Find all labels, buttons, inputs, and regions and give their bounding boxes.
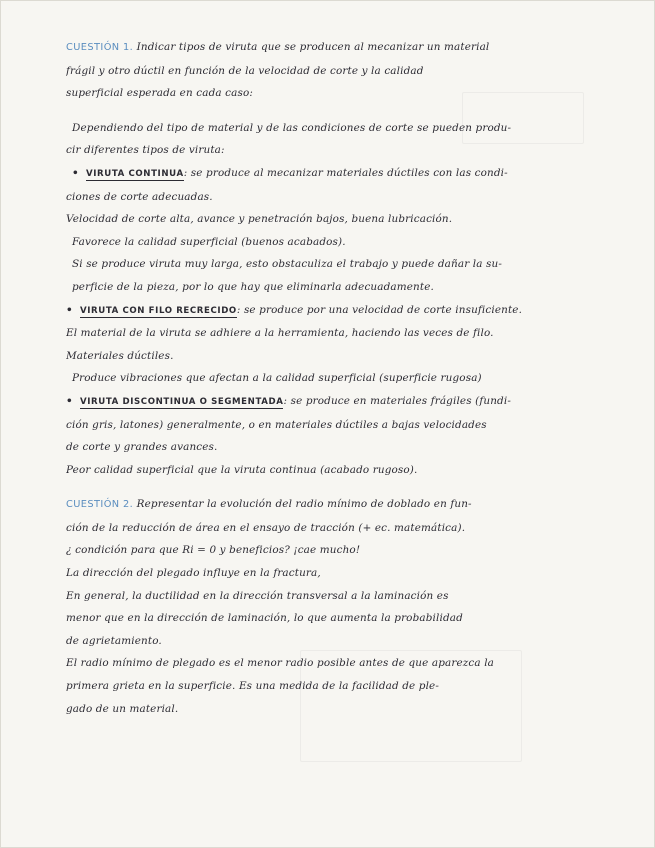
q2-heading: CUESTIÓN 2. — [66, 499, 134, 511]
recrecido-title-line — [66, 299, 590, 323]
continua-line: Favorece la calidad superficial (buenos acabados). — [72, 235, 346, 248]
continua-line: Velocidad de corte alta, avance y penetración bajos, buena lubricación. — [66, 213, 453, 226]
bullet-icon: • — [66, 303, 73, 316]
discontinua-definition: : se produce en materiales frágiles (fundi- — [283, 394, 511, 407]
q2-answer-line: menor que en la dirección de laminación, lo que aumenta la probabilidad — [66, 612, 463, 625]
q2-answer-line: primera grieta en la superficie. Es una medida de la facilidad de ple- — [66, 680, 440, 693]
q2-question-line: ¿ condición para que Ri = 0 y beneficios? ¡cae mucho! — [66, 544, 361, 557]
recrecido-term: VIRUTA CON FILO RECRECIDO — [80, 305, 237, 316]
continua-title-line — [66, 162, 590, 186]
discontinua-line: Peor calidad superficial que la viruta continua (acabado rugoso). — [66, 463, 418, 476]
recrecido-line: Produce vibraciones que afectan a la calidad superficial (superficie rugosa) — [72, 372, 482, 385]
handwritten-notes — [66, 36, 590, 720]
recrecido-line: Materiales dúctiles. — [66, 349, 174, 362]
q2-answer-line: La dirección del plegado influye en la fractura, — [66, 567, 321, 580]
discontinua-line: de corte y grandes avances. — [66, 441, 218, 454]
discontinua-line: ción gris, latones) generalmente, o en materiales dúctiles a bajas velocidades — [66, 418, 487, 431]
q1-question-text: Indicar tipos de viruta que se producen al mecanizar un material — [136, 41, 490, 53]
q1-question-line: superficial esperada en cada caso: — [66, 87, 254, 100]
q2-answer-line: gado de un material. — [66, 702, 179, 715]
continua-line: Si se produce viruta muy larga, esto obstaculiza el trabajo y puede dañar la su- — [72, 258, 503, 271]
q1-question-line: frágil y otro dúctil en función de la velocidad de corte y la calidad — [66, 64, 424, 77]
continua-line: perficie de la pieza, por lo que hay que eliminarla adecuadamente. — [72, 280, 434, 293]
q2-answer-line: En general, la ductilidad en la dirección transversal a la laminación es — [66, 589, 449, 602]
bullet-icon: • — [72, 166, 79, 179]
discontinua-title-line — [66, 390, 590, 414]
continua-term: VIRUTA CONTINUA — [86, 168, 184, 179]
continua-line: ciones de corte adecuadas. — [66, 190, 213, 203]
q2-question-line: ción de la reducción de área en el ensayo de tracción (+ ec. matemática). — [66, 521, 466, 534]
q1-question-line — [66, 36, 590, 60]
discontinua-term: VIRUTA DISCONTINUA O SEGMENTADA — [80, 396, 284, 407]
recrecido-line: El material de la viruta se adhiere a la herramienta, haciendo las veces de filo. — [66, 327, 494, 340]
q2-answer-line: El radio mínimo de plegado es el menor radio posible antes de que aparezca la — [66, 657, 495, 670]
q2-question-text: Representar la evolución del radio mínimo de doblado en fun- — [136, 498, 472, 511]
bullet-icon: • — [66, 394, 73, 407]
q1-intro-line: Dependiendo del tipo de material y de las condiciones de corte se pueden produ- — [72, 121, 512, 134]
q2-question-line — [66, 493, 590, 517]
q1-intro-line: cir diferentes tipos de viruta: — [66, 144, 225, 157]
recrecido-definition: : se produce por una velocidad de corte insuficiente. — [236, 303, 523, 316]
q2-answer-line: de agrietamiento. — [66, 634, 162, 647]
continua-definition: : se produce al mecanizar materiales dúctiles con las condi- — [183, 166, 508, 179]
q1-heading: CUESTIÓN 1. — [66, 42, 134, 53]
